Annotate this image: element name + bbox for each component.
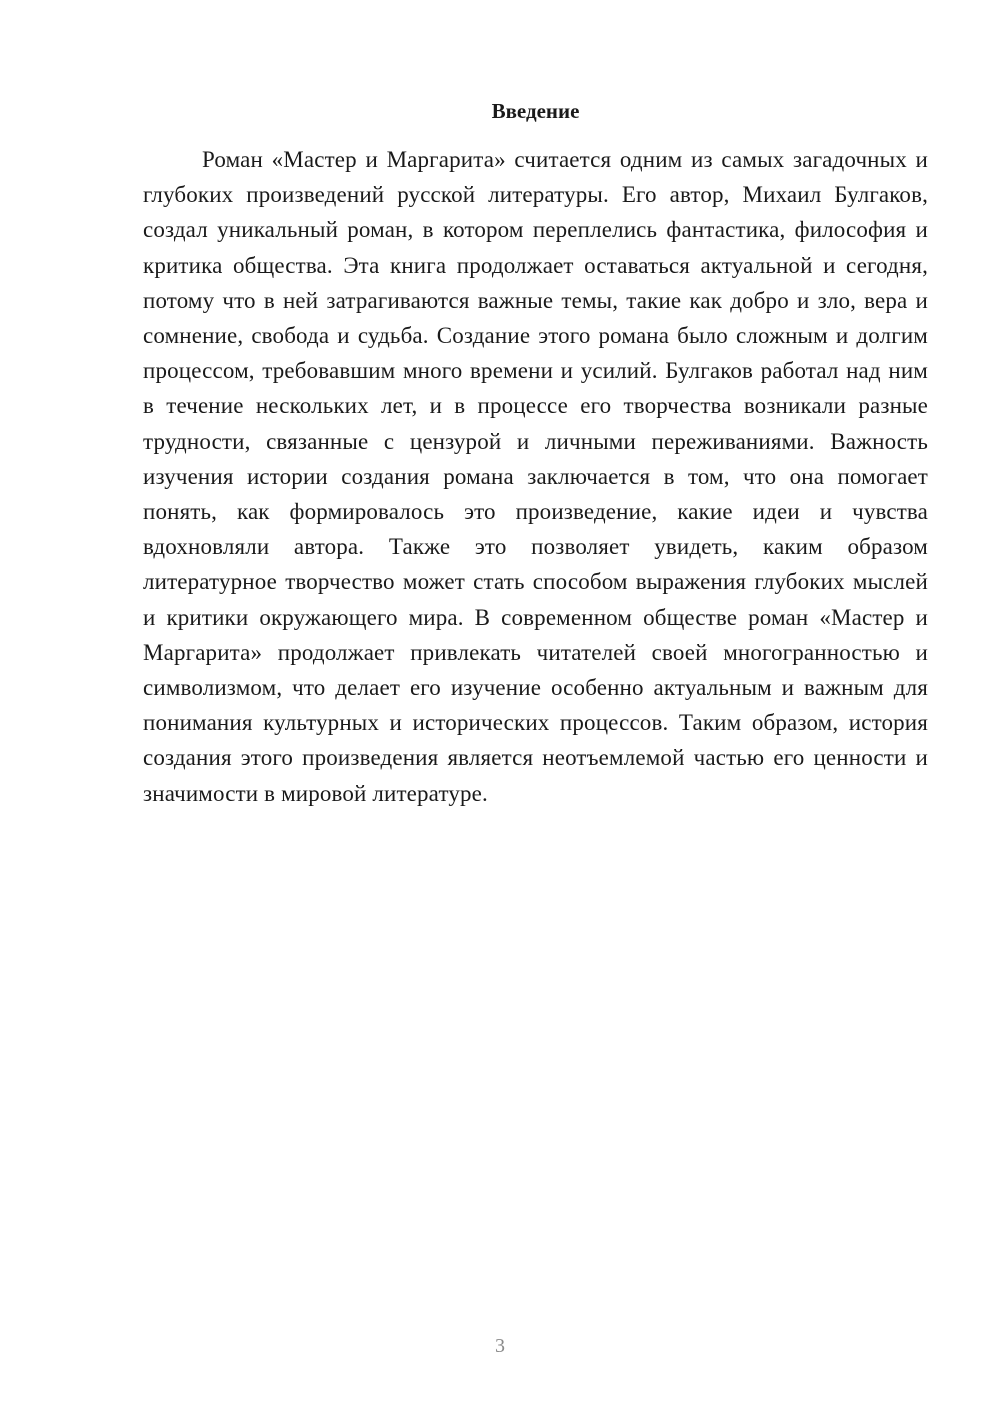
section-heading: Введение xyxy=(491,99,580,123)
page-number: 3 xyxy=(495,1335,505,1357)
body-paragraph: Роман «Мастер и Маргарита» считается одним из самых загадочных и глубоких произведений русской литературы. Его автор, Михаил Булгаков, создал уникальный роман, в котором переплелись фантастика, философия и критика общества. Эта книга продолжает оставаться актуальной и сегодня, потому что в ней затрагиваются важные темы, такие как добро и зло, вера и сомнение, свобода и судьба. Создание этого романа было сложным и долгим процессом, требовавшим много времени и усилий. Булгаков работал над ним в течение нескольких лет, и в процессе его творчества возникали разные трудности, связанные с цензурой и личными переживаниями. Важность изучения истории создания романа заключается в том, что она помогает понять, как формировалось это произведение, какие идеи и чувства вдохновляли автора. Также это позволяет увидеть, каким образом литературное творчество может стать способом выражения глубоких мыслей и критики окружающего мира. В современном обществе роман «Мастер и Маргарита» продолжает привлекать читателей своей многогранностью и символизмом, что делает его изучение особенно актуальным и важным для понимания культурных и исторических процессов. Таким образом, история создания этого произведения является неотъемлемой частью его ценности и значимости в мировой литературе. xyxy=(143,147,928,806)
